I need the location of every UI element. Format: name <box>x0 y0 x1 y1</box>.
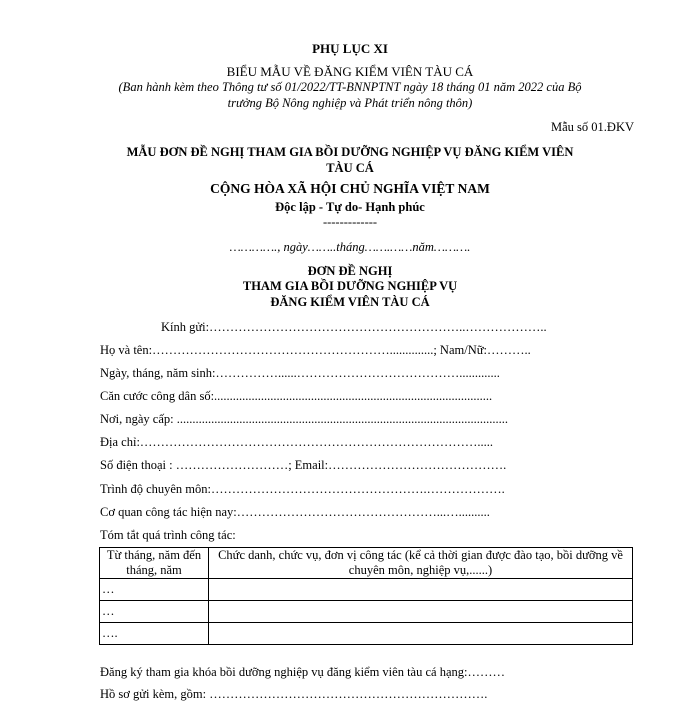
address-field[interactable]: Địa chỉ:………………………………………………………………………..... <box>100 435 494 449</box>
form-number: Mẫu số 01.ĐKV <box>551 120 634 134</box>
table-header-position: Chức danh, chức vụ, đơn vị công tác (kể cả thời gian được đào tạo, bồi dưỡng về chuyên môn, nghiệp vụ,......) <box>209 548 633 579</box>
qualification-field[interactable]: Trình độ chuyên môn:…………………………………………….………………. <box>100 482 505 496</box>
table-cell-period[interactable]: … <box>100 601 209 623</box>
table-cell-period[interactable]: …. <box>100 623 209 645</box>
table-header-period: Từ tháng, năm đến tháng, năm <box>100 548 209 579</box>
national-title: CỘNG HÒA XÃ HỘI CHỦ NGHĨA VIỆT NAM <box>210 181 490 196</box>
birth-date-field[interactable]: Ngày, tháng, năm sinh:……………......…………………………………............. <box>100 366 500 380</box>
work-history-label: Tóm tắt quá trình công tác: <box>100 528 236 542</box>
issuance-note-line2: trưởng Bộ Nông nghiệp và Phát triển nông thôn) <box>227 96 473 110</box>
id-number-field[interactable]: Căn cước công dân số:......................................................................................... <box>100 389 493 403</box>
work-history-table <box>99 547 633 645</box>
motto: Độc lập - Tự do- Hạnh phúc <box>275 200 425 214</box>
form-category: BIỂU MẪU VỀ ĐĂNG KIỂM VIÊN TÀU CÁ <box>226 64 474 79</box>
application-title-line3: ĐĂNG KIỂM VIÊN TÀU CÁ <box>270 295 430 309</box>
table-row[interactable] <box>100 579 633 601</box>
table-row[interactable] <box>100 601 633 623</box>
issue-place-date-field[interactable]: Nơi, ngày cấp: .......................................................................................................... <box>100 412 508 426</box>
recipient-field[interactable]: Kính gửi:……………………………………………………..……………….. <box>161 320 547 334</box>
registration-text: Đăng ký tham gia khóa bồi dưỡng nghiệp vụ đăng kiểm viên tàu cá hạng:……… <box>100 665 505 679</box>
attachments-text: Hồ sơ gửi kèm, gồm: …………………………………………………………. <box>100 687 488 701</box>
separator: ------------- <box>322 215 378 229</box>
phone-email-field[interactable]: Số điện thoại : ………………………; Email:……………………………………. <box>100 458 507 472</box>
workplace-field[interactable]: Cơ quan công tác hiện nay:…………………………………………...….......... <box>100 505 490 519</box>
table-cell-period[interactable]: … <box>100 579 209 601</box>
issuance-note-line1: (Ban hành kèm theo Thông tư số 01/2022/TT-BNNPTNT ngày 18 tháng 01 năm 2022 của Bộ <box>118 80 582 94</box>
form-name-line1: MẪU ĐƠN ĐỀ NGHỊ THAM GIA BỒI DƯỠNG NGHIỆP VỤ ĐĂNG KIỂM VIÊN <box>126 145 574 159</box>
table-cell-position[interactable] <box>209 579 633 601</box>
registration-line[interactable] <box>100 665 505 680</box>
table-row[interactable] <box>100 623 633 645</box>
table-header-row <box>100 548 633 579</box>
table-cell-position[interactable] <box>209 623 633 645</box>
appendix-title: PHỤ LỤC XI <box>312 41 388 56</box>
application-title-line1: ĐƠN ĐỀ NGHỊ <box>307 264 393 278</box>
form-name-line2: TÀU CÁ <box>326 161 374 175</box>
full-name-field[interactable]: Họ và tên:…………………………………………………..............; Nam/Nữ:……….. <box>100 343 531 357</box>
table-cell-position[interactable] <box>209 601 633 623</box>
application-title-line2: THAM GIA BỒI DƯỠNG NGHIỆP VỤ <box>242 279 458 293</box>
date-line: …………., ngày……..tháng…….……năm………. <box>229 240 471 254</box>
